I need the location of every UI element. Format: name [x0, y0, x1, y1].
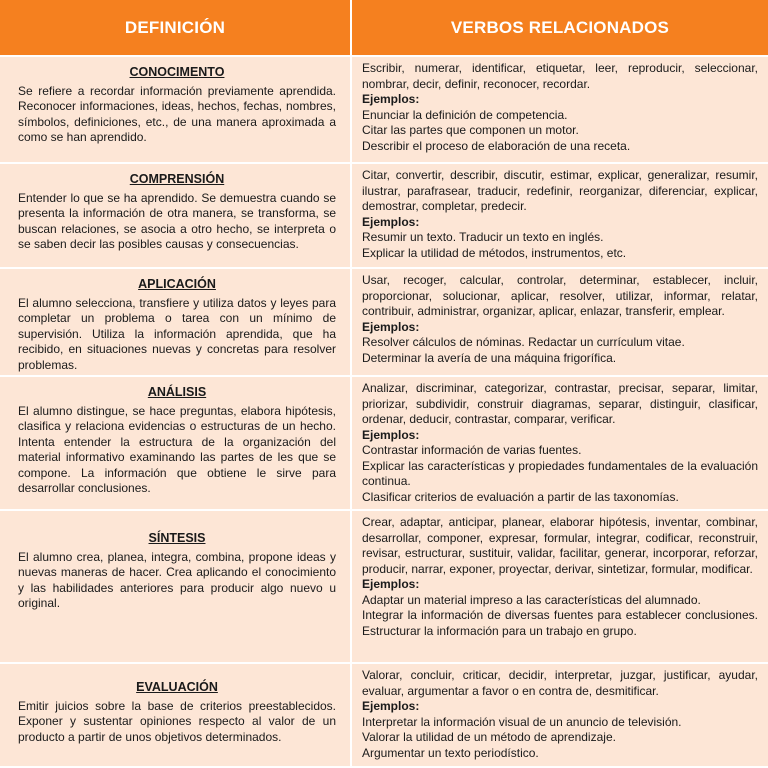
- verbs-cell-conocimiento: [352, 57, 768, 164]
- example-item: Determinar la avería de una máquina frigorífica.: [362, 350, 617, 365]
- verbs-list: Usar, recoger, calcular, controlar, determinar, establecer, incluir, proporcionar, solucionar, aplicar, resolver, utilizar, informar, relatar, contribuir, administrar, organizar, aplicar, enlazar, transferir, emplear.: [362, 273, 758, 318]
- examples-label: Ejemplos:: [362, 214, 420, 229]
- category-title: COMPRENSIÓN: [129, 172, 225, 186]
- category-definition: Se refiere a recordar información previamente aprendida. Reconocer informaciones, ideas, hechos, fechas, nombres, símbolos, definiciones, etc., de una manera aproximada a como se han aprendido.: [18, 83, 336, 144]
- category-title: EVALUACIÓN: [136, 680, 218, 694]
- definition-cell-sintesis: [0, 511, 352, 664]
- example-item: Resolver cálculos de nóminas. Redactar un currículum vitae.: [362, 335, 685, 349]
- example-item: Adaptar un material impreso a las características del alumnado.: [362, 592, 701, 607]
- category-definition: Entender lo que se ha aprendido. Se demuestra cuando se presenta la información de otra manera, se transforma, se buscan relaciones, se asocia a otro hecho, se interpreta o se saben decir las posibles causas y consecuencias.: [18, 190, 336, 251]
- example-item: Integrar la información de diversas fuentes para establecer conclusiones. Estructurar la información para un trabajo en grupo.: [362, 608, 758, 638]
- category-title: CONOCIMENTO: [129, 65, 225, 79]
- category-definition: El alumno distingue, se hace preguntas, elabora hipótesis, clasifica y relaciona evidencias o estructuras de un hecho. Intenta entender la estructura de la organización del material informativo examinando las partes de les que se compone. La información que obtiene le sirve para desarrollar conclusiones.: [18, 403, 336, 495]
- category-definition: El alumno selecciona, transfiere y utiliza datos y leyes para completar un problema o tarea con un mínimo de supervisión. Utiliza la información aprendida, que ha recibido, en situaciones nuevas y concretas para resolver problemas.: [18, 295, 336, 372]
- example-item: Describir el proceso de elaboración de una receta.: [362, 138, 631, 153]
- header-verbos-relacionados: VERBOS RELACIONADOS: [352, 0, 768, 57]
- header-definicion: DEFINICIÓN: [0, 0, 352, 57]
- verbs-cell-analisis: [352, 377, 768, 511]
- example-item: Valorar la utilidad de un método de aprendizaje.: [362, 730, 616, 744]
- example-item: Argumentar un texto periodístico.: [362, 745, 539, 760]
- verbs-cell-aplicacion: [352, 269, 768, 377]
- verbs-list: Valorar, concluir, criticar, decidir, interpretar, juzgar, justificar, ayudar, evaluar, argumentar a favor o en contra de, desmitificar.: [362, 668, 758, 698]
- example-item: Explicar la utilidad de métodos, instrumentos, etc.: [362, 245, 627, 260]
- verbs-list: Citar, convertir, describir, discutir, estimar, explicar, generalizar, resumir, ilustrar, parafrasear, traducir, redefinir, reorganizar, diferenciar, explicar, demostrar, completar, predecir.: [362, 168, 758, 213]
- definition-cell-evaluacion: [0, 664, 352, 768]
- definition-cell-analisis: [0, 377, 352, 511]
- verbs-cell-comprension: [352, 164, 768, 269]
- example-item: Enunciar la definición de competencia.: [362, 107, 568, 122]
- verbs-list: Analizar, discriminar, categorizar, contrastar, precisar, separar, limitar, priorizar, subdividir, construir diagramas, separar, distinguir, clasificar, ordenar, deducir, contrastar, comparar, verificar.: [362, 381, 758, 426]
- examples-label: Ejemplos:: [362, 92, 420, 106]
- example-item: Resumir un texto. Traducir un texto en inglés.: [362, 230, 604, 244]
- definition-cell-conocimiento: [0, 57, 352, 164]
- verbs-list: Escribir, numerar, identificar, etiquetar, leer, reproducir, seleccionar, nombrar, decir, definir, reconocer, recordar.: [362, 61, 758, 91]
- category-definition: El alumno crea, planea, integra, combina, propone ideas y nuevas maneras de hacer. Crea aplicando el conocimiento y las habilidades anteriores para producir algo nuevo u original.: [18, 549, 336, 610]
- examples-label: Ejemplos:: [362, 427, 420, 442]
- example-item: Interpretar la información visual de un anuncio de televisión.: [362, 714, 682, 729]
- example-item: Clasificar criterios de evaluación a partir de las taxonomías.: [362, 489, 679, 504]
- examples-label: Ejemplos:: [362, 577, 420, 591]
- definition-cell-aplicacion: [0, 269, 352, 377]
- verbs-cell-sintesis: [352, 511, 768, 664]
- examples-label: Ejemplos:: [362, 319, 420, 334]
- category-title: SÍNTESIS: [148, 531, 206, 545]
- category-title: APLICACIÓN: [138, 277, 216, 291]
- verbs-list: Crear, adaptar, anticipar, planear, elaborar hipótesis, inventar, combinar, desarrollar, componer, expresar, formular, integrar, codificar, reconstruir, revisar, estructurar, sustituir, validar, facilitar, generar, incorporar, reforzar, producir, narrar, exponer, proyectar, derivar, sintetizar, formular, modificar.: [362, 515, 758, 576]
- category-definition: Emitir juicios sobre la base de criterios preestablecidos. Exponer y sustentar opiniones respecto al valor de un producto a partir de unos objetivos determinados.: [18, 698, 336, 744]
- example-item: Citar las partes que componen un motor.: [362, 123, 579, 137]
- verbs-cell-evaluacion: [352, 664, 768, 768]
- example-item: Contrastar información de varias fuentes.: [362, 443, 582, 457]
- examples-label: Ejemplos:: [362, 699, 420, 713]
- category-title: ANÁLISIS: [147, 385, 207, 399]
- definition-cell-comprension: [0, 164, 352, 269]
- example-item: Explicar las características y propiedades fundamentales de la evaluación continua.: [362, 458, 758, 488]
